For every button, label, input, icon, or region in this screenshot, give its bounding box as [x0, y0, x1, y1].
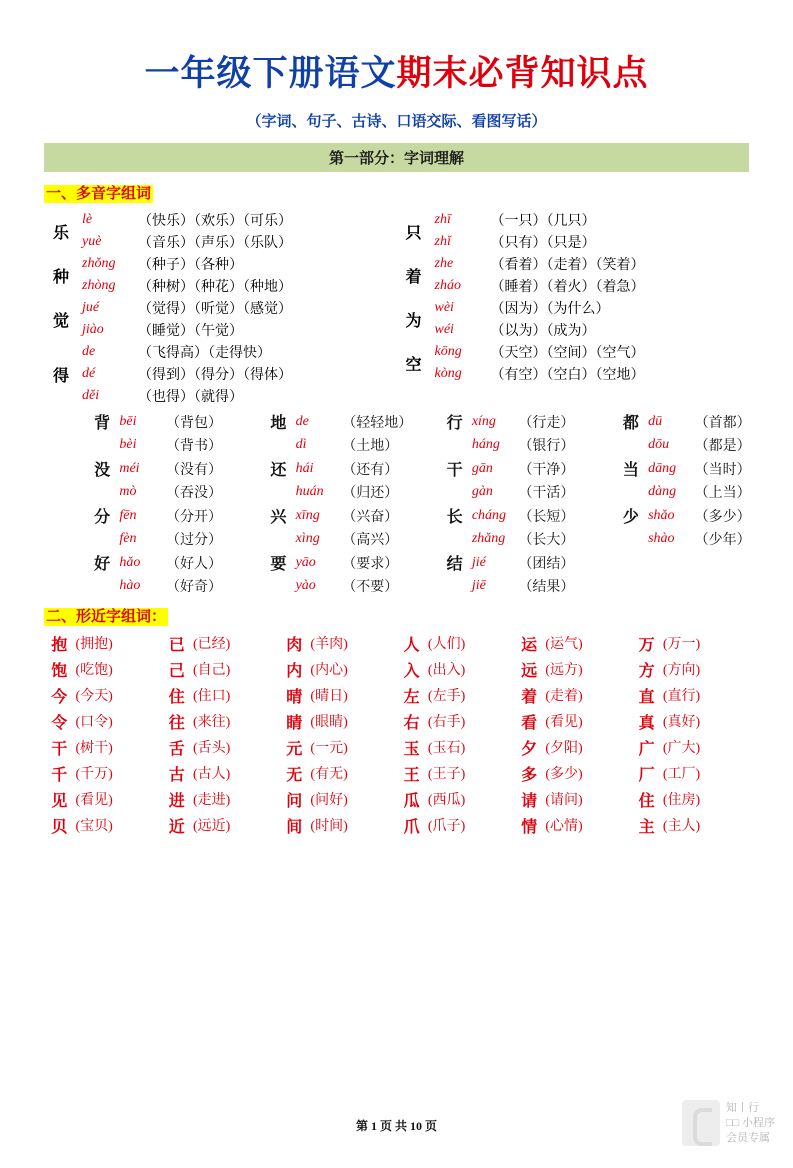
- table-row: [397, 341, 750, 363]
- word-cell: (住房): [662, 793, 701, 808]
- words-cell: （也得）（就得）: [138, 390, 243, 405]
- char-cell: 当: [622, 462, 639, 479]
- char-cell: 令: [51, 714, 68, 732]
- word-cell: （土地）: [342, 439, 399, 454]
- char-cell: 睛: [286, 714, 303, 732]
- char-cell: 种: [52, 268, 69, 286]
- pinyin-cell: dì: [295, 437, 307, 452]
- word-cell: (看见): [75, 793, 113, 808]
- word-cell: （轻轻地）: [342, 415, 413, 431]
- char-cell: 都: [622, 415, 639, 432]
- word-cell: (人们): [427, 637, 466, 652]
- word-cell: (玉石): [427, 741, 466, 756]
- pinyin-cell: hái: [295, 460, 314, 476]
- duoyinzi-left-column: [44, 209, 397, 407]
- word-cell: (吃饱): [75, 663, 113, 678]
- pinyin-cell: shǎo: [648, 507, 675, 523]
- char-cell: [440, 528, 468, 550]
- watermark: [682, 1100, 775, 1146]
- pinyin-cell: bèi: [119, 437, 137, 452]
- word-cell: （背书）: [165, 439, 222, 454]
- word-cell: (来往): [192, 715, 231, 730]
- pinyin-cell: [645, 575, 694, 597]
- table-row: [88, 503, 793, 528]
- table-row: [397, 319, 750, 341]
- char-cell: 已: [168, 636, 185, 654]
- word-cell: （兴奋）: [342, 509, 399, 525]
- char-cell: 右: [403, 714, 420, 732]
- char-cell: [88, 481, 116, 503]
- table-row: [397, 297, 750, 319]
- char-cell: [264, 434, 292, 456]
- table-row: [88, 456, 793, 481]
- char-cell: 夕: [521, 740, 538, 758]
- char-cell: 行: [446, 415, 463, 432]
- char-cell: [617, 550, 645, 575]
- word-cell: (左手): [427, 689, 466, 704]
- pinyin-cell: zháo: [434, 278, 461, 293]
- char-cell: 为: [405, 312, 422, 330]
- char-cell: 己: [168, 662, 185, 680]
- page-subtitle: （字词、句子、古诗、口语交际、看图写话）: [246, 114, 547, 130]
- heading-xingjinzi: [44, 605, 749, 626]
- pinyin-cell: dōu: [648, 437, 670, 452]
- pinyin-cell: zhī: [434, 212, 451, 227]
- char-cell: 入: [403, 662, 420, 680]
- word-cell: （还有）: [342, 462, 399, 478]
- table-row: [88, 528, 793, 550]
- char-cell: 直: [638, 688, 655, 706]
- word-cell: （首都）: [694, 415, 751, 431]
- pinyin-cell: yào: [295, 578, 316, 593]
- word-cell: (夕阳): [545, 741, 583, 756]
- word-cell: （都是）: [694, 439, 751, 454]
- char-cell: 左: [403, 688, 420, 706]
- char-cell: 运: [521, 636, 538, 654]
- word-cell: (住口): [192, 689, 231, 704]
- word-cell: (舌头): [192, 741, 231, 756]
- char-cell: 住: [168, 688, 185, 706]
- word-cell: (问好): [310, 793, 348, 808]
- char-cell: [88, 528, 116, 550]
- word-cell: (已经): [192, 637, 231, 652]
- char-cell: 厂: [638, 766, 655, 784]
- char-cell: 广: [638, 740, 655, 758]
- xingjinzi-area: [44, 630, 749, 838]
- watermark-line3: 会员专属: [725, 1131, 770, 1144]
- pinyin-cell: dé: [82, 366, 96, 381]
- word-cell: （分开）: [165, 509, 222, 525]
- pinyin-cell: gān: [471, 460, 493, 476]
- pinyin-cell: kòng: [434, 366, 462, 381]
- word-cell: (内心): [310, 663, 348, 678]
- word-cell: （行走）: [518, 415, 575, 431]
- words-cell: （一只）（几只）: [490, 214, 596, 229]
- word-cell: （长大）: [518, 533, 575, 548]
- word-cell: (西瓜): [427, 793, 466, 808]
- pinyin-cell: fēn: [119, 507, 137, 523]
- word-cell: （归还）: [342, 486, 399, 501]
- char-cell: [264, 575, 292, 597]
- duoyinzi-right-column: [397, 209, 750, 407]
- table-row: [44, 363, 397, 385]
- char-cell: 爪: [403, 818, 420, 836]
- char-cell: 人: [403, 636, 420, 654]
- word-cell: (一元): [310, 741, 348, 756]
- word-cell: （上当）: [694, 486, 751, 501]
- char-cell: 空: [405, 356, 422, 374]
- word-cell: (直行): [662, 689, 701, 704]
- watermark-line1: 知丨行: [725, 1101, 759, 1114]
- word-cell: (运气): [545, 637, 583, 652]
- word-cell: （长短）: [518, 509, 575, 525]
- table-row: [44, 209, 397, 231]
- word-cell: (多少): [545, 767, 583, 782]
- char-cell: 无: [286, 766, 303, 784]
- duoyinzi-top-area: [44, 209, 749, 407]
- words-cell: （有空）（空白）（空地）: [490, 368, 645, 383]
- char-cell: 晴: [286, 688, 303, 706]
- pinyin-cell: xíng: [471, 413, 496, 429]
- char-cell: 间: [286, 818, 303, 836]
- table-row: [397, 363, 750, 385]
- word-cell: (羊肉): [310, 637, 348, 652]
- duoyinzi-right-table: [397, 209, 750, 385]
- char-cell: 兴: [270, 509, 287, 526]
- char-cell: 今: [51, 688, 68, 706]
- word-cell: (广大): [662, 741, 701, 756]
- char-cell: [440, 575, 468, 597]
- pinyin-cell: xīng: [295, 507, 320, 523]
- words-cell: （快乐）（欢乐）（可乐）: [138, 214, 292, 229]
- word-cell: (主人): [662, 819, 701, 834]
- table-row: [44, 656, 749, 682]
- words-cell: （天空）（空间）（空气）: [490, 346, 645, 361]
- table-row: [44, 231, 397, 253]
- table-row: [44, 297, 397, 319]
- char-cell: 玉: [403, 740, 420, 758]
- pinyin-cell: huán: [295, 484, 324, 499]
- word-cell: （吞没）: [165, 486, 222, 501]
- char-cell: 要: [270, 556, 287, 573]
- char-cell: [88, 434, 116, 456]
- char-cell: 古: [168, 766, 185, 784]
- char-cell: [440, 481, 468, 503]
- pinyin-cell: xìng: [295, 531, 320, 546]
- word-cell: (眼睛): [310, 715, 348, 730]
- book-icon: [682, 1100, 720, 1146]
- words-cell: （看着）（走着）（笑着）: [490, 258, 645, 273]
- words-cell: （因为）（为什么）: [490, 302, 610, 317]
- pinyin-cell: méi: [119, 460, 140, 476]
- pinyin-cell: zhǒng: [82, 256, 116, 271]
- watermark-text: [726, 1101, 775, 1146]
- duoyinzi-grid-table: [88, 409, 793, 597]
- char-cell: 贝: [51, 818, 68, 836]
- table-row: [44, 630, 749, 656]
- table-row: [44, 275, 397, 297]
- watermark-line2: □□ 小程序: [725, 1116, 775, 1129]
- words-cell: （种树）（种花）（种地）: [138, 280, 292, 295]
- table-row: [44, 341, 397, 363]
- char-cell: 千: [51, 766, 68, 784]
- words-cell: （飞得高）（走得快）: [138, 346, 271, 361]
- word-cell: (有无): [310, 767, 348, 782]
- word-cell: [694, 575, 793, 597]
- char-cell: 地: [270, 415, 287, 432]
- word-cell: (树干): [75, 741, 113, 756]
- char-cell: 舌: [168, 740, 185, 758]
- word-cell: (远近): [192, 819, 231, 834]
- heading-duoyinzi-label: 一、多音字组词: [46, 186, 152, 202]
- char-cell: 着: [521, 688, 538, 706]
- char-cell: 少: [622, 509, 639, 526]
- char-cell: [617, 481, 645, 503]
- table-row: [44, 812, 749, 838]
- pinyin-cell: dāng: [648, 460, 677, 476]
- table-row: [44, 682, 749, 708]
- xingjinzi-table: [44, 630, 749, 838]
- word-cell: （多少）: [694, 509, 751, 525]
- words-cell: （得到）（得分）（得体）: [138, 368, 292, 383]
- heading-xingjinzi-label: 二、形近字组词：: [46, 609, 167, 625]
- char-cell: [440, 434, 468, 456]
- pinyin-cell: dū: [648, 413, 663, 429]
- word-cell: （高兴）: [342, 533, 399, 548]
- char-cell: 看: [521, 714, 538, 732]
- char-cell: 结: [446, 556, 463, 573]
- word-cell: （少年）: [694, 533, 751, 548]
- pinyin-cell: wéi: [434, 322, 454, 337]
- char-cell: 见: [51, 792, 68, 810]
- pinyin-cell: zhòng: [82, 278, 116, 293]
- pinyin-cell: fèn: [119, 531, 137, 546]
- char-cell: 觉: [52, 312, 69, 330]
- word-cell: (今天): [75, 689, 113, 704]
- word-cell: (爪子): [427, 819, 466, 834]
- pinyin-cell: jiào: [82, 322, 104, 337]
- word-cell: (出入): [427, 663, 466, 678]
- word-cell: (真好): [662, 715, 701, 730]
- table-row: [88, 409, 793, 434]
- table-row: [44, 253, 397, 275]
- table-row: [44, 734, 749, 760]
- pinyin-cell: de: [295, 413, 309, 429]
- pinyin-cell: háng: [471, 437, 500, 452]
- table-row: [44, 786, 749, 812]
- table-row: [397, 253, 750, 275]
- char-cell: 情: [521, 818, 538, 836]
- char-cell: 请: [521, 792, 538, 810]
- word-cell: [694, 550, 793, 575]
- word-cell: （干净）: [518, 462, 575, 478]
- word-cell: （当时）: [694, 462, 751, 478]
- char-cell: 分: [94, 509, 111, 526]
- pinyin-cell: kōng: [434, 344, 462, 359]
- words-cell: （睡着）（着火）（着急）: [490, 280, 645, 295]
- words-cell: （睡觉）（午觉）: [138, 324, 243, 339]
- word-cell: (时间): [310, 819, 348, 834]
- words-cell: （音乐）（声乐）（乐队）: [138, 236, 292, 251]
- char-cell: 干: [51, 740, 68, 758]
- word-cell: (右手): [427, 715, 466, 730]
- word-cell: （好人）: [165, 556, 222, 572]
- char-cell: 乐: [52, 224, 69, 242]
- table-row: [44, 385, 397, 407]
- pinyin-cell: gàn: [471, 484, 493, 499]
- words-cell: （觉得）（听觉）（感觉）: [138, 302, 292, 317]
- char-cell: 肉: [286, 636, 303, 654]
- char-cell: [264, 481, 292, 503]
- pinyin-cell: děi: [82, 388, 100, 403]
- char-cell: 只: [405, 224, 422, 242]
- pinyin-cell: hào: [119, 578, 141, 593]
- char-cell: 背: [94, 415, 111, 432]
- word-cell: （过分）: [165, 533, 222, 548]
- word-cell: （干活）: [518, 486, 575, 501]
- pinyin-cell: bēi: [119, 413, 137, 429]
- pinyin-cell: [645, 550, 694, 575]
- table-row: [397, 231, 750, 253]
- char-cell: 近: [168, 818, 185, 836]
- pinyin-cell: zhe: [434, 256, 454, 271]
- char-cell: 得: [52, 367, 69, 385]
- word-cell: (自己): [192, 663, 231, 678]
- word-cell: (走着): [545, 689, 583, 704]
- char-cell: 远: [521, 662, 538, 680]
- char-cell: 方: [638, 662, 655, 680]
- word-cell: （结果）: [518, 580, 575, 595]
- pinyin-cell: lè: [82, 212, 93, 227]
- word-cell: (万一): [662, 637, 701, 652]
- table-row: [397, 209, 750, 231]
- pinyin-cell: shào: [648, 531, 675, 546]
- char-cell: 往: [168, 714, 185, 732]
- words-cell: （只有）（只是）: [490, 236, 596, 251]
- char-cell: 进: [168, 792, 185, 810]
- char-cell: 万: [638, 636, 655, 654]
- word-cell: (千万): [75, 767, 113, 782]
- word-cell: (心情): [545, 819, 583, 834]
- word-cell: (走进): [192, 793, 231, 808]
- word-cell: （要求）: [342, 556, 399, 572]
- char-cell: 元: [286, 740, 303, 758]
- char-cell: 好: [94, 556, 111, 573]
- word-cell: (宝贝): [75, 819, 113, 834]
- table-row: [44, 708, 749, 734]
- pinyin-cell: yuè: [82, 234, 102, 249]
- title-part-red: 期末必背知识点: [396, 54, 649, 93]
- word-cell: (请问): [545, 793, 583, 808]
- char-cell: 住: [638, 792, 655, 810]
- pinyin-cell: hǎo: [119, 554, 141, 570]
- duoyinzi-left-table: [44, 209, 397, 407]
- pinyin-cell: jué: [82, 300, 100, 315]
- table-row: [44, 319, 397, 341]
- pinyin-cell: cháng: [471, 507, 507, 523]
- heading-duoyinzi: [44, 182, 749, 203]
- pinyin-cell: mò: [119, 484, 137, 499]
- char-cell: [617, 434, 645, 456]
- word-cell: （没有）: [165, 462, 222, 478]
- char-cell: [88, 575, 116, 597]
- word-cell: (晴日): [310, 689, 348, 704]
- pinyin-cell: yāo: [295, 554, 316, 570]
- char-cell: 长: [446, 509, 463, 526]
- char-cell: 王: [403, 766, 420, 784]
- table-row: [88, 550, 793, 575]
- char-cell: [617, 528, 645, 550]
- char-cell: 抱: [51, 636, 68, 654]
- word-cell: （好奇）: [165, 580, 222, 595]
- char-cell: 瓜: [403, 792, 420, 810]
- table-row: [88, 434, 793, 456]
- char-cell: 真: [638, 714, 655, 732]
- words-cell: （种子）（各种）: [138, 258, 243, 273]
- duoyinzi-grid-area: [44, 409, 749, 597]
- word-cell: (口令): [75, 715, 113, 730]
- pinyin-cell: de: [82, 344, 96, 359]
- word-cell: （背包）: [165, 415, 222, 431]
- word-cell: (王子): [427, 767, 466, 782]
- word-cell: （团结）: [518, 556, 575, 572]
- page-title: [0, 46, 793, 96]
- char-cell: [617, 575, 645, 597]
- char-cell: 多: [521, 766, 538, 784]
- char-cell: 干: [446, 462, 463, 479]
- char-cell: 问: [286, 792, 303, 810]
- pinyin-cell: zhǎng: [471, 531, 506, 546]
- table-row: [397, 275, 750, 297]
- word-cell: （不要）: [342, 580, 399, 595]
- table-row: [44, 760, 749, 786]
- table-row: [88, 575, 793, 597]
- document-page: [0, 46, 793, 1168]
- page-footer: 第 1 页 共 10 页: [355, 1119, 437, 1133]
- pinyin-cell: jiē: [471, 578, 486, 593]
- word-cell: (古人): [192, 767, 231, 782]
- words-cell: （以为）（成为）: [490, 324, 596, 339]
- title-part-blue: 一年级下册语文: [144, 54, 397, 93]
- pinyin-cell: jié: [471, 554, 486, 570]
- word-cell: （银行）: [518, 439, 575, 454]
- word-cell: (看见): [545, 715, 583, 730]
- section-band-part1: 第一部分：字词理解: [44, 143, 749, 172]
- pinyin-cell: zhǐ: [434, 234, 451, 249]
- char-cell: 着: [405, 268, 422, 286]
- char-cell: 没: [94, 462, 111, 479]
- table-row: [88, 481, 793, 503]
- word-cell: (拥抱): [75, 637, 113, 652]
- char-cell: 主: [638, 818, 655, 836]
- char-cell: 内: [286, 662, 303, 680]
- char-cell: [264, 528, 292, 550]
- word-cell: (方向): [662, 663, 701, 678]
- word-cell: (远方): [545, 663, 583, 678]
- char-cell: 饱: [51, 662, 68, 680]
- pinyin-cell: wèi: [434, 300, 454, 315]
- char-cell: 还: [270, 462, 287, 479]
- pinyin-cell: dàng: [648, 484, 677, 499]
- word-cell: (工厂): [662, 767, 701, 782]
